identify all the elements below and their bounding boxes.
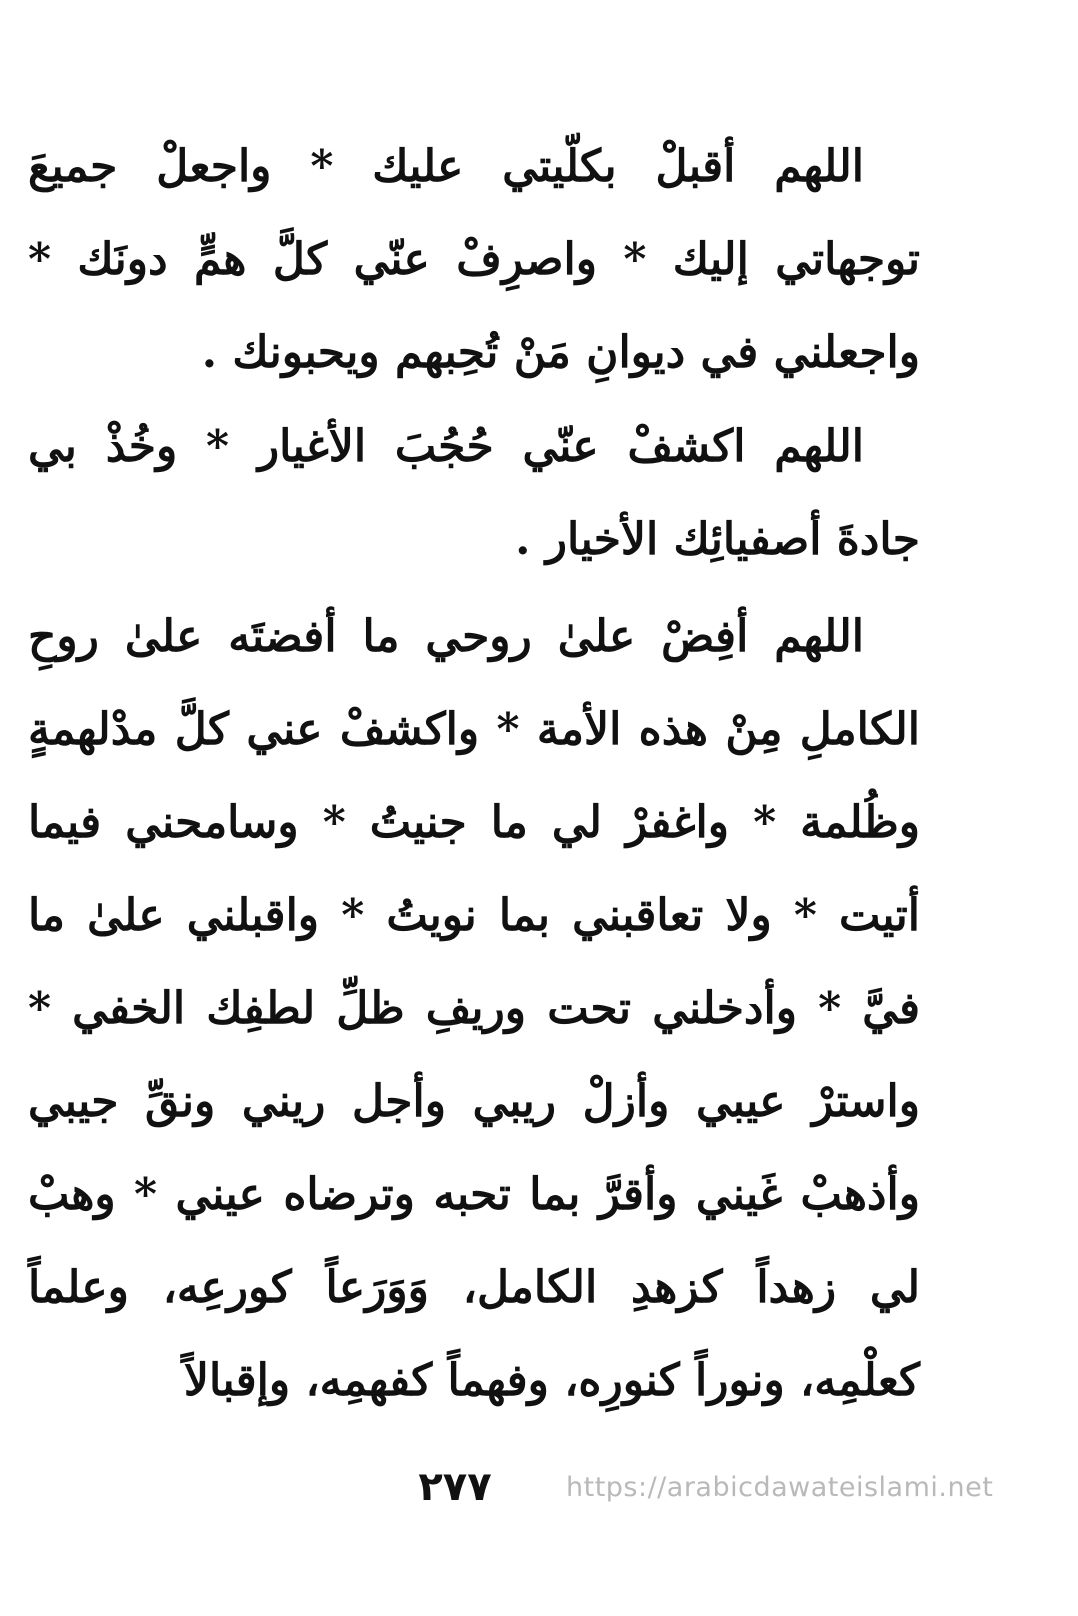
paragraph	[28, 590, 920, 1427]
paragraph-text: اللهم اكشفْ عنّي حُجُبَ الأغيار * وخُذْ بي جادةَ أصفيائِك الأخيار .	[28, 421, 920, 565]
paragraph	[28, 120, 920, 399]
page-footer	[0, 1460, 1078, 1540]
paragraph-text: اللهم أقبلْ بكلّيتي عليك * واجعلْ جميعَ توجهاتي إليك * واصرِفْ عنّي كلَّ همٍّ دونَك * واجعلني في ديوانِ مَنْ تُحِبهم ويحبونك .	[28, 141, 920, 378]
paragraph-text: اللهم أفِضْ علىٰ روحي ما أفضتَه علىٰ روحِ الكاملِ مِنْ هذه الأمة * واكشفْ عني كلَّ مدْلهمةٍ وظُلمة * واغفرْ لي ما جنيتُ * وسامحني فيما أتيت * ولا تعاقبني بما نويتُ * واقبلني علىٰ ما فيَّ * وأدخلني تحت وريفِ ظلِّ لطفِك الخفي * واسترْ عيبي وأزلْ ريبي وأجل ريني ونقِّ جيبي وأذهبْ غَيني وأقرَّ بما تحبه وترضاه عيني * وهبْ لي زهداً كزهدِ الكامل، وَوَرَعاً كورعِه، وعلماً كعلْمِه، ونوراً كنورِه، وفهماً كفهمِه، وإقبالاً	[28, 611, 920, 1406]
watermark-url: https://arabicdawateislami.net	[566, 1472, 994, 1503]
page-number: ٢٧٧	[418, 1464, 492, 1510]
paragraph	[28, 400, 920, 586]
